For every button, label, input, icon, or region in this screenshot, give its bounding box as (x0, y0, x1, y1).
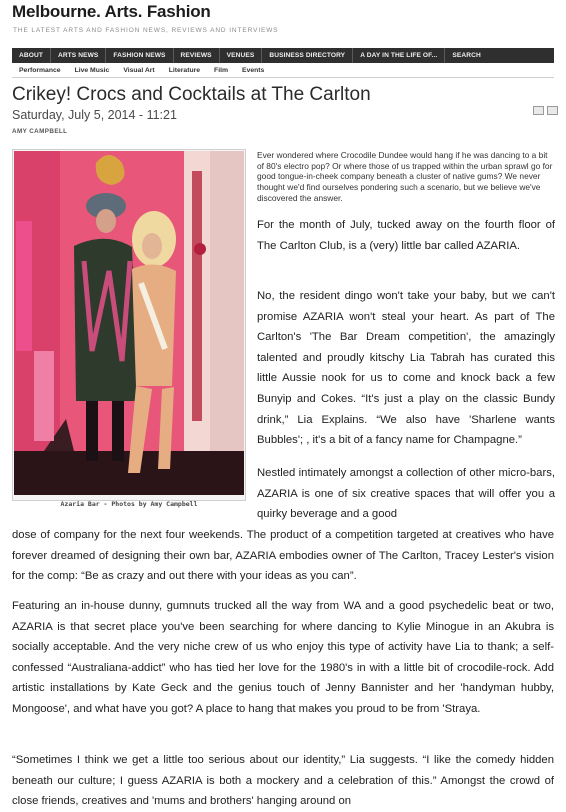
subnav-item-film[interactable]: Film (214, 66, 229, 74)
print-icon[interactable] (547, 106, 558, 115)
nav-item-business-directory[interactable]: BUSINESS DIRECTORY (269, 52, 346, 59)
article-author-link[interactable]: AMY CAMPBELL (12, 128, 68, 135)
nav-item-search[interactable]: SEARCH (452, 52, 481, 59)
subnav-item-performance[interactable]: Performance (19, 66, 61, 74)
article-photo (12, 149, 246, 508)
subnav-item-visual-art[interactable]: Visual Art (123, 66, 155, 74)
photo-image (14, 151, 244, 495)
main-nav (12, 48, 554, 63)
site-title[interactable]: Melbourne. Arts. Fashion (12, 2, 211, 21)
subnav-item-literature[interactable]: Literature (168, 66, 201, 74)
nav-item-fashion-news[interactable]: FASHION NEWS (113, 52, 166, 59)
sub-nav (12, 63, 554, 78)
site-tagline: THE LATEST ARTS AND FASHION NEWS, REVIEWS AND INTERVIEWS (13, 27, 279, 34)
nav-item-about[interactable]: ABOUT (19, 52, 43, 59)
article-paragraph: For the month of July, tucked away on the fourth floor of The Carlton Club, is a (very) little bar called AZARIA. (257, 219, 555, 252)
article-date: Saturday, July 5, 2014 - 11:21 (12, 108, 177, 122)
nav-item-arts-news[interactable]: ARTS NEWS (57, 52, 99, 59)
article-intro: Ever wondered where Crocodile Dundee would hang if he was dancing to a bit of 80's electro pop? Or where those of us trapped within the urban sprawl go for good tongue-in-cheek company beneath a cluster of native gums? We never thought we'd find ourselves pondering such a scenario, but we believe we've discovered the answer. (257, 150, 553, 203)
subnav-item-events[interactable]: Events (242, 66, 265, 74)
nav-item-reviews[interactable]: REVIEWS (180, 52, 212, 59)
article-title: Crikey! Crocs and Cocktails at The Carlton (12, 84, 371, 105)
article-paragraph: dose of company for the next four weekends. The product of a competition targeted at creatives who have forever dreamed of designing their own bar, AZARIA embodies owner of The Carlton, Tracey Lester's vision for the comp: “Be as crazy and out there with your ideas as you can”. (12, 529, 554, 583)
article-paragraph: Featuring an in-house dunny, gumnuts trucked all the way from WA and a good psychedelic beat or two, AZARIA is that secret place you've been searching for where dancing to Kylie Minogue in an Akubra is socially acceptable. And the very niche crew of us who enjoy this type of activity have Lia to thank; a self-confessed “Australiana-addict” who has tied her love for the 1980's in with a little bit of crocodile-rock. Add artistic installations by Kate Geck and the genius touch of Jenny Bannister and her 'handyman hubby, Mongoose', and what have you got? A place to hang that makes you proud to be from 'Straya. (12, 600, 554, 715)
nav-item-venues[interactable]: VENUES (226, 52, 255, 59)
subnav-item-live-music[interactable]: Live Music (74, 66, 110, 74)
article-paragraph: Nestled intimately amongst a collection of other micro-bars, AZARIA is one of six creative spaces that will offer you a quirky beverage and a good (257, 467, 555, 521)
email-icon[interactable] (533, 106, 544, 115)
nav-item-day-in-the-life[interactable]: A DAY IN THE LIFE OF... (360, 52, 438, 59)
article-tools (533, 106, 558, 115)
article-paragraph: “Sometimes I think we get a little too serious about our identity,” Lia suggests. “I like the comedy hidden beneath our culture; I guess AZARIA is both a mockery and a celebration of this.” Amongst the crowd of close friends, creatives and 'mums and brothers' hanging around on (12, 754, 554, 808)
article-paragraph: No, the resident dingo won't take your baby, but we can't promise AZARIA won't steal your heart. As part of The Carlton's 'The Bar Dream competition', the amazingly talented and proudly kitschy Lia Tabrah has curated this little Aussie nook for us to come and knock back a few Bunyip and Cokes. “It's just a play on the classic Bundy drink,” Lia Explains. “We also have 'Sharlene wants Bubbles'; , it's a bit of a fancy name for Champagne.” (257, 290, 555, 447)
photo-caption: Azaria Bar - Photos by Amy Campbell (60, 500, 198, 508)
